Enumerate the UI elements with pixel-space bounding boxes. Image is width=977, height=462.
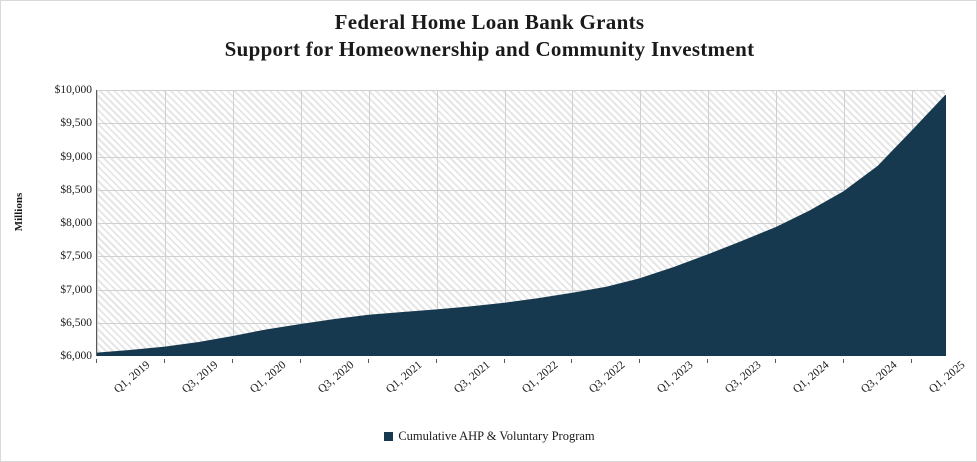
x-axis-tickmark: [639, 359, 640, 363]
y-axis-tick: $8,000: [60, 217, 92, 229]
x-axis-tick: Q1, 2024: [791, 359, 832, 396]
x-axis-tickmark: [911, 359, 912, 363]
y-axis-tick-labels: [26, 84, 92, 362]
x-axis-tick: Q3, 2019: [179, 359, 221, 396]
x-axis-tick: Q3, 2022: [587, 359, 628, 396]
x-axis-tick: Q1, 2022: [519, 359, 561, 396]
legend-swatch-icon: [384, 432, 393, 441]
x-axis-tickmark: [96, 359, 97, 363]
y-axis-label: Millions: [13, 192, 25, 232]
x-axis-tick: Q1, 2019: [112, 359, 153, 396]
x-axis-tickmark: [164, 359, 165, 363]
y-axis-tick: $7,500: [60, 250, 92, 263]
y-axis-tick: $6,000: [60, 350, 92, 362]
x-axis-tickmark: [707, 359, 708, 363]
x-axis-tickmark: [368, 359, 369, 363]
x-axis-tick: Q1, 2020: [247, 359, 289, 396]
x-axis-tick: Q3, 2020: [315, 359, 357, 396]
chart-title: Federal Home Loan Bank Grants: [334, 10, 645, 34]
plot-area: [96, 90, 945, 356]
y-axis-tick: $10,000: [54, 84, 92, 96]
chart-subtitle: Support for Homeownership and Community Investment: [224, 37, 755, 61]
x-axis-tickmark: [504, 359, 505, 363]
x-axis-tickmark: [843, 359, 844, 363]
x-axis-tickmark: [232, 359, 233, 363]
legend-entry-label: Cumulative AHP & Voluntary Program: [398, 429, 595, 443]
y-axis-tick: $9,500: [60, 117, 92, 130]
x-axis-tickmark: [571, 359, 572, 363]
x-axis-tick: Q3, 2023: [723, 359, 764, 396]
x-axis-tickmark: [775, 359, 776, 363]
y-axis-tick: $7,000: [60, 283, 92, 296]
chart-legend: [1, 429, 977, 444]
x-axis-tick: Q1, 2023: [655, 359, 696, 396]
y-axis-tick: $6,500: [60, 316, 92, 329]
y-axis-tick: $9,000: [60, 150, 92, 163]
x-axis-tickmark: [300, 359, 301, 363]
x-axis-tick-labels: [96, 359, 968, 419]
x-axis-tickmark: [436, 359, 437, 363]
chart-title-block: [1, 9, 977, 63]
area-series-cumulative-ahp-voluntary-program: [97, 90, 946, 356]
x-axis-tick: Q3, 2021: [451, 359, 493, 396]
area-fill: [97, 95, 946, 356]
x-axis-tick: Q1, 2021: [383, 359, 425, 396]
y-axis-tick: $8,500: [60, 183, 92, 196]
x-axis-tick: Q1, 2025: [927, 359, 968, 396]
x-axis-tick: Q3, 2024: [859, 359, 900, 396]
